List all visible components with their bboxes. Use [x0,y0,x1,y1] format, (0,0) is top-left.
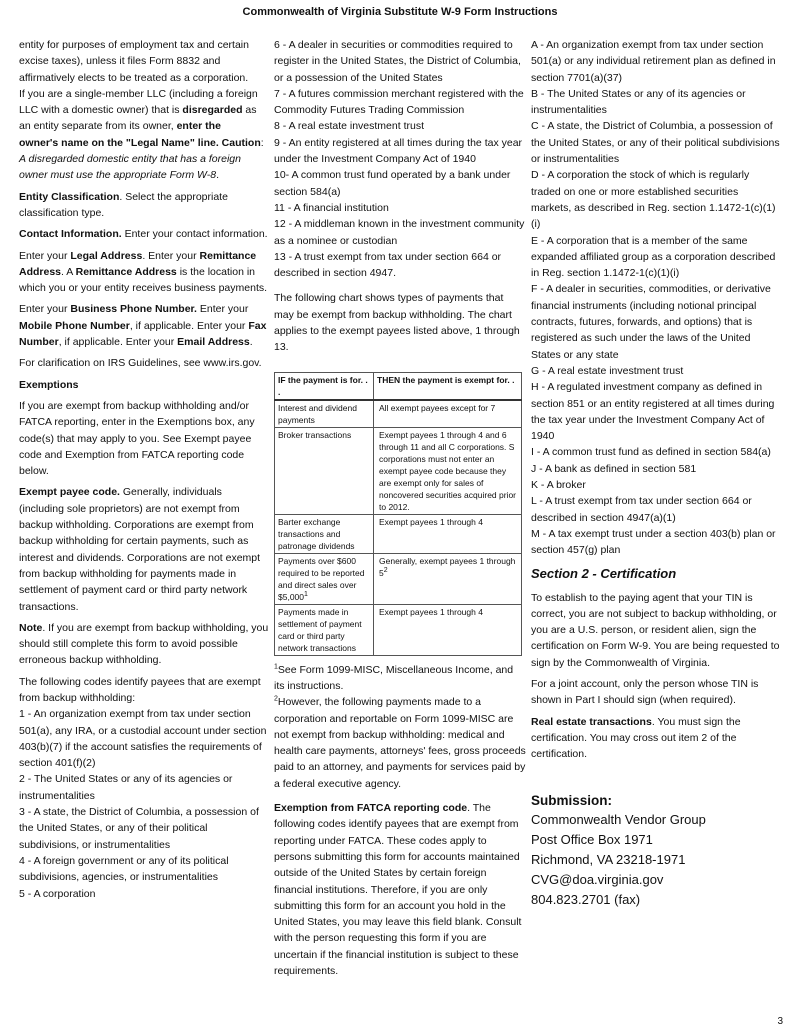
phone-paragraph [19,301,269,350]
table-cell: Interest and dividend payments [275,400,374,428]
fatca-code-item: J - A bank as defined in section 581 [531,462,697,475]
address-paragraph [19,248,269,297]
fatca-code-item: G - A real estate investment trust [531,364,684,377]
bold-term: Legal Address [70,249,143,262]
text-fragment: . Enter your [142,249,200,262]
fatca-code-item: B - The United States or any of its agencies or instrumentalities [531,87,746,117]
footnote-marker: 2 [274,695,278,703]
text-fragment: : [260,136,264,149]
italic-line: A disregarded domestic entity that has a foreign [19,153,241,166]
payee-paragraph [19,484,269,614]
contact-paragraph [19,226,269,242]
section-2-title: Section 2 - Certification [531,565,677,581]
bold-term: Remittance Address [19,249,257,278]
fatca-code-item: H - A regulated investment company as defined in section 851 or an entity registered at all times during the tax year under the Investment Company Act of 1940 [531,381,775,443]
real-estate-paragraph [531,714,781,763]
column-3 [531,37,781,910]
chart-intro: The following chart shows types of payments that may be exempt from backup withholding. The chart applies to the exempt payees listed above, 1 through 13. [274,292,520,354]
footnote-marker: 1 [304,590,308,598]
table-row [275,427,522,514]
submission-line: Post Office Box 1971 [531,832,653,848]
text-fragment: . [216,169,219,182]
entity-paragraph [19,37,269,184]
classification-label: Entity Classification [19,190,120,203]
text-fragment: , if applicable. Enter your [129,319,249,332]
joint-account-paragraph: For a joint account, only the person whose TIN is shown in Part I should sign (when required). [531,677,759,707]
contact-text: Enter your contact information. [121,228,268,241]
fatca-label: Exemption from FATCA reporting code [274,802,468,815]
classification-paragraph [19,189,269,222]
bold-term: enter the [176,120,221,133]
code-item: 1 - An organization exempt from tax under section 501(a), any IRA, or a custodial account under section 403(b)(7) if the account satisfies the requirements of section 401(f)(2) [19,708,267,770]
text-line: an entity separate from its owner, [19,120,177,133]
fatca-code-item: C - A state, the District of Columbia, a possession of the United States, or any of their political subdivisions or instrumentalities [531,120,780,166]
fatca-code-item: D - A corporation the stock of which is regularly traded on one or more established securities markets, as described in Reg. section 1.1472-1(c)(1)(i) [531,169,776,231]
table-row [275,604,522,655]
fatca-code-item: A - An organization exempt from tax under section 501(a) or any individual retirement plan as defined in section 7701(a)(37) [531,39,776,84]
note-text: . If you are exempt from backup withholding, you should still complete this form to avoid possible erroneous backup withholding. [19,621,269,667]
table-row [275,400,522,428]
code-item: 2 - The United States or any of its agencies or instrumentalities [19,773,233,802]
table-header-row [275,372,522,400]
text-line: affirmatively elects to be treated as a corporation. [19,71,249,84]
table-cell: Exempt payees 1 through 4 [374,604,522,655]
footnote-text: See Form 1099-MISC, Miscellaneous Income, and its instructions. [274,663,514,692]
code-item: 4 - A foreign government or any of its political subdivisions, agencies, or instrumentalities [19,854,229,884]
table-cell: All exempt payees except for 7 [374,400,522,428]
fatca-code-item: K - A broker [531,479,586,492]
table-cell: Exempt payees 1 through 4 [374,514,522,553]
payee-label: Exempt payee code. [19,486,120,499]
submission-fax: 804.823.2701 (fax) [531,892,641,908]
fatca-code-item: I - A common trust fund as defined in section 584(a) [531,446,771,459]
cell-text: Generally, exempt payees 1 through 5 [379,555,516,578]
code-item: 12 - A middleman known in the investment community as a nominee or custodian [274,218,525,247]
payment-exemption-table [274,372,522,656]
fatca-code-item: E - A corporation that is a member of the same expanded affiliated group as a corporation described in Reg. section 1.1472-1(c)(1)(i) [531,234,776,280]
text-fragment: . A [61,265,76,278]
table-cell [374,553,522,604]
text-fragment: Enter your [19,303,71,316]
submission-email[interactable]: CVG@doa.virginia.gov [531,872,664,888]
submission-line: Commonwealth Vendor Group [531,812,706,828]
note-paragraph [19,620,269,669]
code-item: 6 - A dealer in securities or commodities required to register in the United States, the District of Columbia, or a possession of the United States [274,39,521,84]
table-header: THEN the payment is exempt for. . [374,372,522,400]
text-fragment: Enter your [19,249,71,262]
table-cell: Payments made in settlement of payment card or third party network transactions [275,604,374,655]
text-line: excise taxes), unless it files Form 8832 and [19,55,221,68]
table-cell [275,553,374,604]
footnote-marker: 1 [274,663,278,671]
certification-paragraph: To establish to the paying agent that your TIN is correct, you are not subject to backup withholding, or you are a U.S. person, or resident alien, sign the certification on Form W-9. You are being requested to sign by the Commonwealth of Virginia. [531,591,780,669]
text-line: If you are a single-member LLC (including a foreign [19,87,258,100]
exemptions-heading-text: Exemptions [19,378,79,391]
cell-text: Payments over $600 required to be reported and direct sales over $5,000 [278,555,365,602]
text-fragment: Enter your [196,303,249,316]
bold-term: Email Address [177,336,250,349]
note-label: Note [19,621,43,634]
footnote-marker: 2 [383,566,388,574]
submission-line: Richmond, VA 23218-1971 [531,852,686,868]
codes-intro: The following codes identify payees that are exempt from backup withholding: [19,675,261,704]
text-line: LLC with a domestic owner) that is [19,104,180,117]
fatca-paragraph [274,800,526,979]
bold-term: Remittance Address [75,265,177,278]
text-fragment: is the location in which you or your entity receives business payments. [19,265,268,295]
fatca-text: . The following codes identify payees that are exempt from reporting under FATCA. These codes apply to persons submitting this form for accounts maintained outside of the United States by certain foreign financial institutions. Therefore, if you are only submitting this form for an account you hold in the United States, you may leave this field blank. Consult with the person requesting this form if you are uncertain if the financial institution is subject to these requirements. [274,802,522,977]
table-header: IF the payment is for. . . [275,372,374,400]
bold-term: Business Phone Number. [70,303,197,316]
text-fragment: , if applicable. Enter your [58,336,178,349]
exemptions-paragraph: If you are exempt from backup withholding and/or FATCA reporting, enter in the Exemptions box, any code(s) that may apply to you. See Exempt payee code and Exemption from FATCA reporting code below. [19,399,255,478]
table-cell: Barter exchange transactions and patronage dividends [275,514,374,553]
text-line: entity for purposes of employment tax and certain [19,39,249,51]
bold-term: disregarded [182,104,243,117]
text-fragment: . [249,336,253,349]
submission-heading: Submission: [531,793,613,809]
contact-label: Contact Information. [19,228,122,241]
classification-text: . Select the appropriate classification type. [19,190,228,219]
code-item: 10- A common trust fund operated by a bank under section 584(a) [274,169,511,198]
fatca-code-item: F - A dealer in securities, commodities, or derivative financial instruments (including notional principal contracts, futures, forwards, and options) that is registered as such under the laws of the United States or any state [531,283,771,361]
footnote-text: However, the following payments made to a corporation and reportable on Form 1099-MISC are not exempt from backup withholding: medical and health care payments, attorneys' fees, gross proceeds paid to an attorney, and payments for services paid by a federal executive agency. [274,696,526,790]
clarification-paragraph: For clarification on IRS Guidelines, see www.irs.gov. [19,357,262,370]
footnote-2 [274,694,526,792]
code-item: 8 - A real estate investment trust [274,120,424,133]
code-item: 7 - A futures commission merchant registered with the Commodity Futures Trading Commission [274,87,524,117]
text-fragment: as [242,104,257,117]
code-item: 9 - An entity registered at all times during the tax year under the Investment Company Act of 1940 [274,136,523,166]
exemptions-heading [19,377,269,393]
table-cell: Broker transactions [275,427,374,514]
code-item: 3 - A state, the District of Columbia, a possession of the United States, or any of their political subdivisions, or instrumentalities [19,806,259,851]
code-item: 5 - A corporation [19,887,96,900]
code-item: 13 - A trust exempt from tax under section 664 or described in section 4947. [274,250,502,280]
caution-label: Caution [218,136,261,149]
page-title: Commonwealth of Virginia Substitute W-9 Form Instructions [242,6,558,18]
real-estate-text: . You must sign the certification. You may cross out item 2 of the certification. [531,715,741,761]
column-2 [274,37,526,984]
code-item: 11 - A financial institution [274,201,389,214]
bold-term: Fax Number [19,319,267,349]
fatca-code-item: L - A trust exempt from tax under section 664 or described in section 4947(a)(1) [531,495,752,524]
table-row [275,514,522,553]
table-cell: Exempt payees 1 through 4 and 6 through 11 and all C corporations. S corporations must not enter an exempt payee code because they are exempt only for sales of noncovered securities acquired prior to 2012. [374,427,522,514]
page-number: 3 [777,1016,783,1027]
bold-term: owner's name on the "Legal Name" line. [19,136,219,149]
bold-term: Mobile Phone Number [19,319,130,332]
column-1 [19,37,269,902]
table-row [275,553,522,604]
payee-text: Generally, individuals (including sole proprietors) are not exempt from backup withholding. Corporations are exempt from backup withholding for certain payments, such as interest and dividends. Corporations are not exempt from backup withholding for payments made in settlement of payment card or third party network transactions. [19,486,261,613]
fatca-code-item: M - A tax exempt trust under a section 403(b) plan or section 457(g) plan [531,527,776,557]
italic-line: owner must use the appropriate Form W-8 [19,169,217,182]
real-estate-label: Real estate transactions [531,715,652,728]
footnote-1 [274,662,526,695]
